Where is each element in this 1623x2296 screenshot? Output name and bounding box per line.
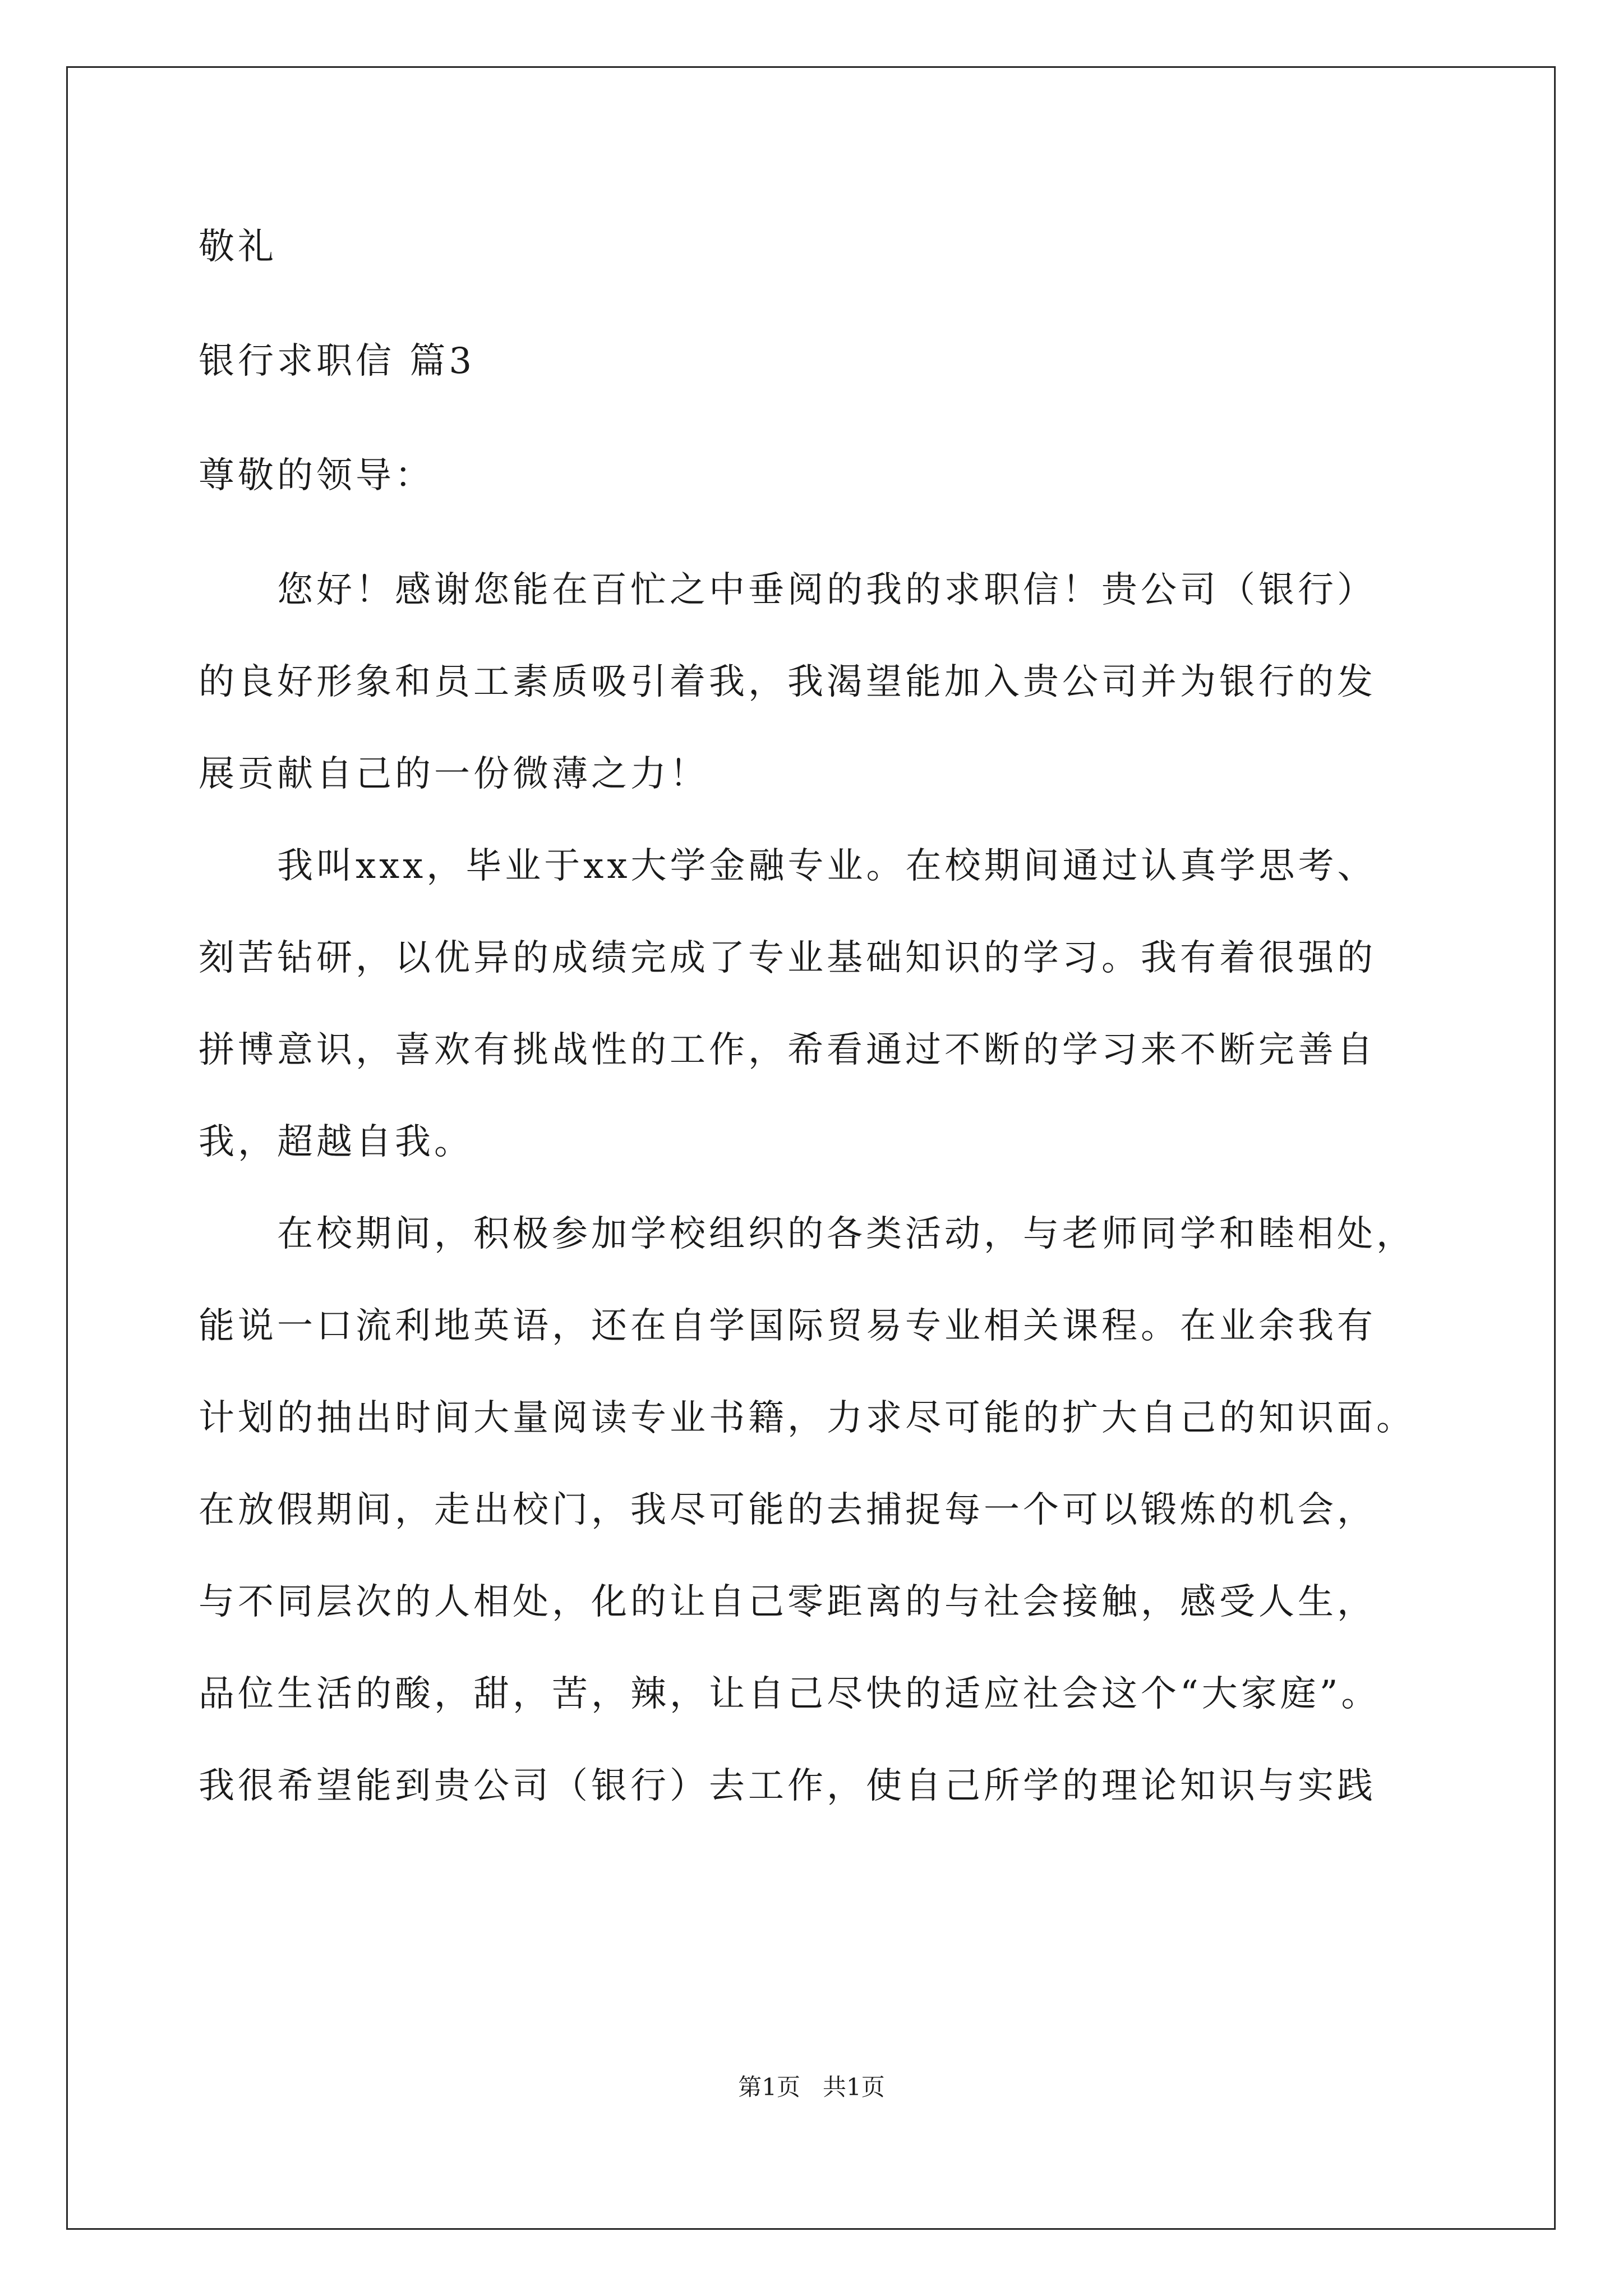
body-line: 在校期间，积极参加学校组织的各类活动，与老师同学和睦相处， <box>199 1213 1415 1255</box>
section-title: 银行求职信 篇3 <box>199 341 476 382</box>
page-number-total: 共1页 <box>823 2073 885 2101</box>
body-line: 展贡献自己的一份微薄之力！ <box>199 753 709 795</box>
closing-text: 敬礼 <box>199 226 277 268</box>
body-line: 拼博意识，喜欢有挑战性的工作，希看通过不断的学习来不断完善自 <box>199 1029 1376 1071</box>
body-line: 刻苦钻研，以优异的成绩完成了专业基础知识的学习。我有着很强的 <box>199 937 1376 979</box>
salutation: 尊敬的领导： <box>199 455 434 496</box>
body-line: 的良好形象和员工素质吸引着我，我渴望能加入贵公司并为银行的发 <box>199 661 1376 703</box>
body-line: 能说一口流利地英语，还在自学国际贸易专业相关课程。在业余我有 <box>199 1305 1376 1347</box>
body-line: 我，超越自我。 <box>199 1121 473 1163</box>
body-line: 计划的抽出时间大量阅读专业书籍，力求尽可能的扩大自己的知识面。 <box>199 1397 1415 1439</box>
page-number-current: 第1页 <box>738 2073 800 2101</box>
body-line: 我很希望能到贵公司（银行）去工作，使自己所学的理论知识与实践 <box>199 1765 1376 1807</box>
body-line: 我叫xxx，毕业于xx大学金融专业。在校期间通过认真学思考、 <box>199 845 1377 887</box>
body-line: 您好！感谢您能在百忙之中垂阅的我的求职信！贵公司（银行） <box>199 569 1376 611</box>
body-line: 品位生活的酸，甜，苦，辣，让自己尽快的适应社会这个“大家庭”。 <box>199 1673 1381 1715</box>
body-line: 在放假期间，走出校门，我尽可能的去捕捉每一个可以锻炼的机会， <box>199 1489 1376 1531</box>
body-line: 与不同层次的人相处，化的让自己零距离的与社会接触，感受人生， <box>199 1581 1376 1623</box>
page-footer <box>0 2073 1623 2102</box>
